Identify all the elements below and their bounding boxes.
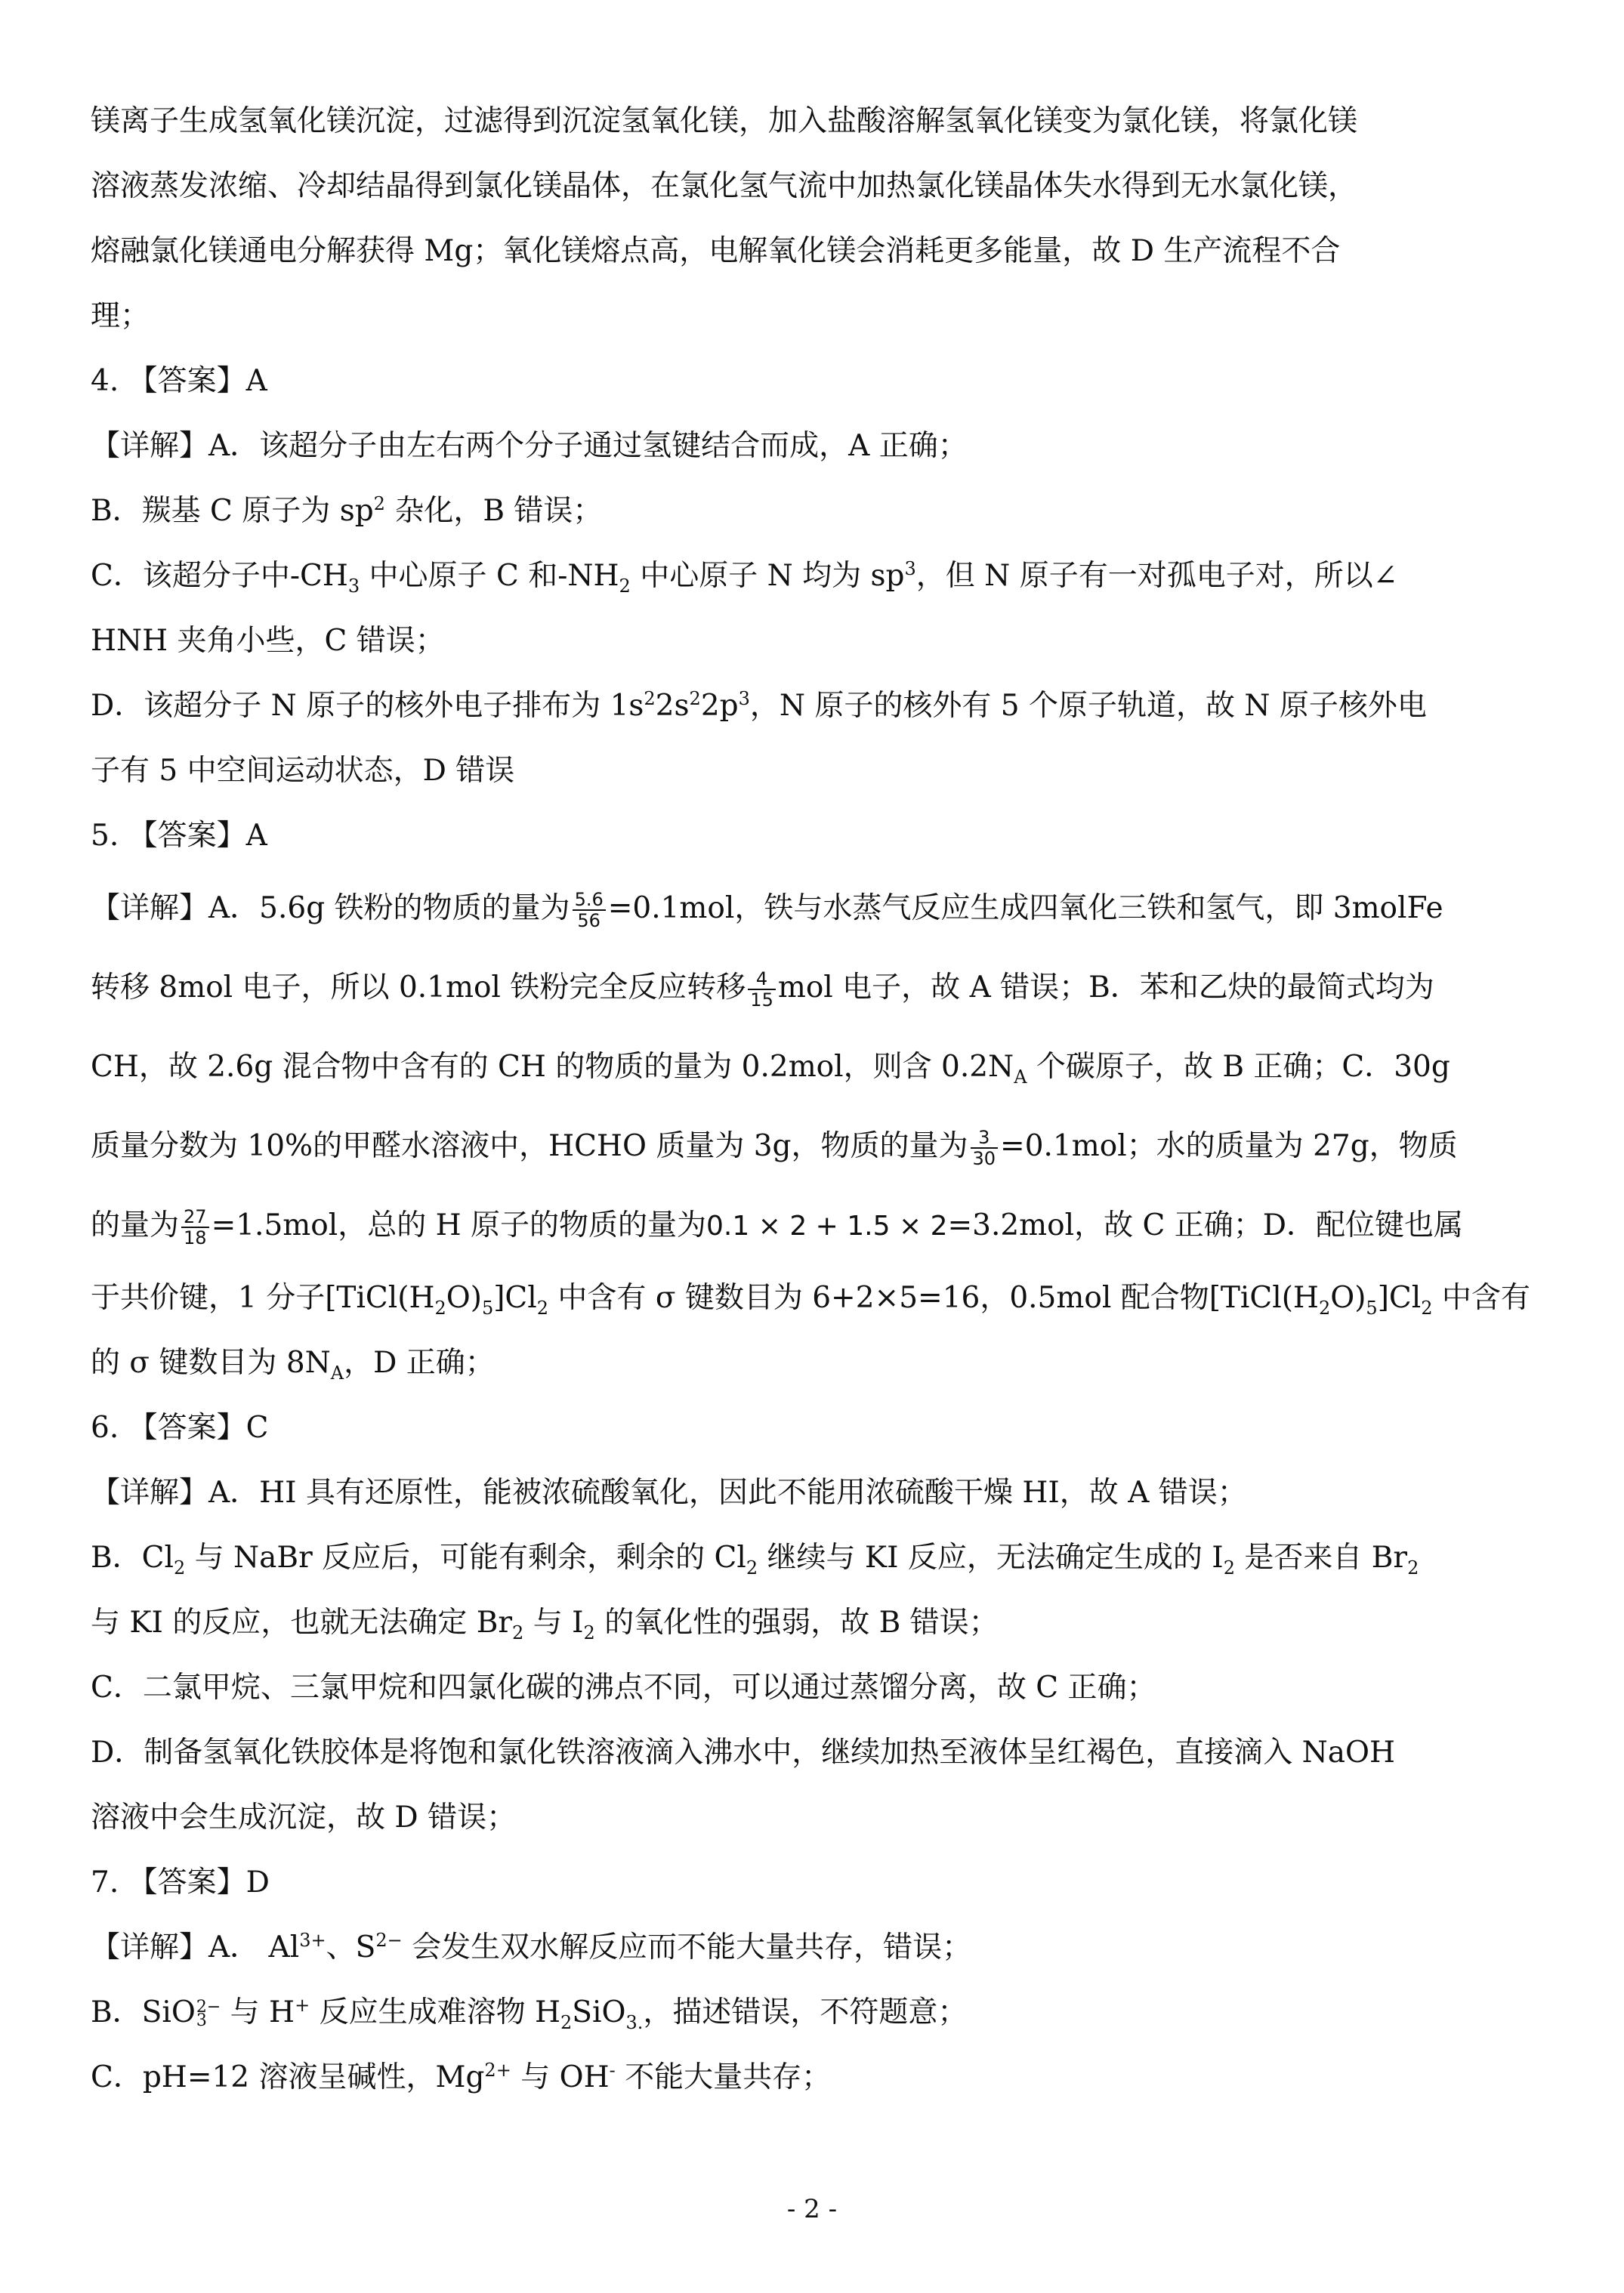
answer-heading-6: 6. 【答案】C: [91, 1411, 269, 1445]
text-line: B．$Cl_2$ 与 NaBr 反应后，可能有剩余，剩余的 $Cl_2$ 继续与 KI 反应，无法确定生成的 $I_2$ 是否来自 $Br_2$: [91, 1541, 1419, 1579]
fraction: $\frac{4}{15}$: [748, 969, 776, 1010]
text-line: 熔融氯化镁通电分解获得 Mg；氧化镁熔点高，电解氧化镁会消耗更多能量，故 D 生产流程不合: [91, 234, 1341, 268]
text-line: CH，故 2.6g 混合物中含有的 CH 的物质的量为 0.2mol，则含 $0.2N_A$ 个碳原子，故 B 正确；C．30g: [91, 1050, 1450, 1088]
page-number: - 2 -: [786, 2194, 838, 2224]
text-line: 的量为 $\frac{27}{18}$ =1.5mol，总的 H 原子的物质的量为0.1 × 2 + 1.5 × 2=3.2mol，故 C 正确；D．配位键也属: [91, 1206, 1464, 1248]
text-line: 与 KI 的反应，也就无法确定 $Br_2$ 与 $I_2$ 的氧化性的强弱，故 B 错误；: [91, 1606, 999, 1643]
ion-charge: 2− 3: [196, 1998, 221, 2030]
text-line: C．二氯甲烷、三氯甲烷和四氯化碳的沸点不同，可以通过蒸馏分离，故 C 正确；: [91, 1671, 1156, 1705]
text-line: 【详解】A．5.6g 铁粉的物质的量为 $\frac{5.6}{56}$ =0.1mol，铁与水蒸气反应生成四氧化三铁和氢气，即 3molFe: [91, 889, 1443, 931]
answer-heading-7: 7. 【答案】D: [91, 1866, 270, 1900]
text-line: B．羰基 C 原子为 $sp^2$ 杂化，B 错误；: [91, 493, 603, 528]
text-line: HNH 夹角小些，C 错误；: [91, 624, 445, 658]
fraction: $\frac{5.6}{56}$: [573, 890, 606, 930]
text-line: C．pH=12 溶液呈碱性，$Mg^{2+}$ 与 OH- 不能大量共存；: [91, 2060, 832, 2094]
answer-heading-4: 4. 【答案】A: [91, 364, 267, 398]
text-line: 溶液蒸发浓缩、冷却结晶得到氯化镁晶体，在氯化氢气流中加热氯化镁晶体失水得到无水氯化镁，: [91, 169, 1358, 203]
text-line: 【详解】A． $Al^{3+}$、$S^{2-}$ 会发生双水解反应而不能大量共存，错误；: [91, 1930, 972, 1964]
document-body: [91, 89, 1548, 2110]
fraction: $\frac{27}{18}$: [181, 1207, 209, 1248]
text-line: 转移 8mol 电子，所以 0.1mol 铁粉完全反应转移 $\frac{4}{15}$ mol 电子，故 A 错误；B．苯和乙炔的最简式均为: [91, 968, 1434, 1011]
text-line: D．制备氢氧化铁胶体是将饱和氯化铁溶液滴入沸水中，继续加热至液体呈红褐色，直接滴入 NaOH: [91, 1736, 1396, 1770]
text-line: C．该超分子中$-CH_3$ 中心原子 C 和$-NH_2$ 中心原子 N 均为 $sp^3$，但 N 原子有一对孤电子对，所以∠: [91, 558, 1398, 597]
text-line: 于共价键，1 分子$[TiCl(H_2O)_5]Cl_2$ 中含有 σ 键数目为 6+2×5=16，0.5mol 配合物$[TiCl(H_2O)_5]Cl_2$ 中含有: [91, 1281, 1530, 1319]
text-line: D．该超分子 N 原子的核外电子排布为 $1s^22s^22p^3$，N 原子的核外有 5 个原子轨道，故 N 原子核外电: [91, 688, 1427, 723]
text-line: 理；: [91, 299, 150, 333]
text-line: 子有 5 中空间运动状态，D 错误: [91, 754, 515, 788]
text-line: 的 σ 键数目为 $8N_A$，D 正确；: [91, 1346, 495, 1384]
text-line: 【详解】A．该超分子由左右两个分子通过氢键结合而成，A 正确；: [91, 429, 968, 463]
text-line: B．SiO 2− 3 与 H+ 反应生成难溶物 $H_2SiO_{3.}$，描述错误，不符题意；: [91, 1995, 968, 2033]
text-line: 镁离子生成氢氧化镁沉淀，过滤得到沉淀氢氧化镁，加入盐酸溶解氢氧化镁变为氯化镁，将氯化镁: [91, 104, 1358, 138]
text-line: 溶液中会生成沉淀，故 D 错误；: [91, 1801, 517, 1835]
text-line: 质量分数为 10%的甲醛水溶液中，HCHO 质量为 3g，物质的量为 $\frac{3}{30}$ =0.1mol；水的质量为 27g，物质: [91, 1127, 1458, 1169]
text-line: 【详解】A．HI 具有还原性，能被浓硫酸氧化，因此不能用浓硫酸干燥 HI，故 A 错误；: [91, 1476, 1247, 1510]
answer-heading-5: 5. 【答案】A: [91, 819, 267, 853]
fraction: $\frac{3}{30}$: [971, 1128, 999, 1168]
